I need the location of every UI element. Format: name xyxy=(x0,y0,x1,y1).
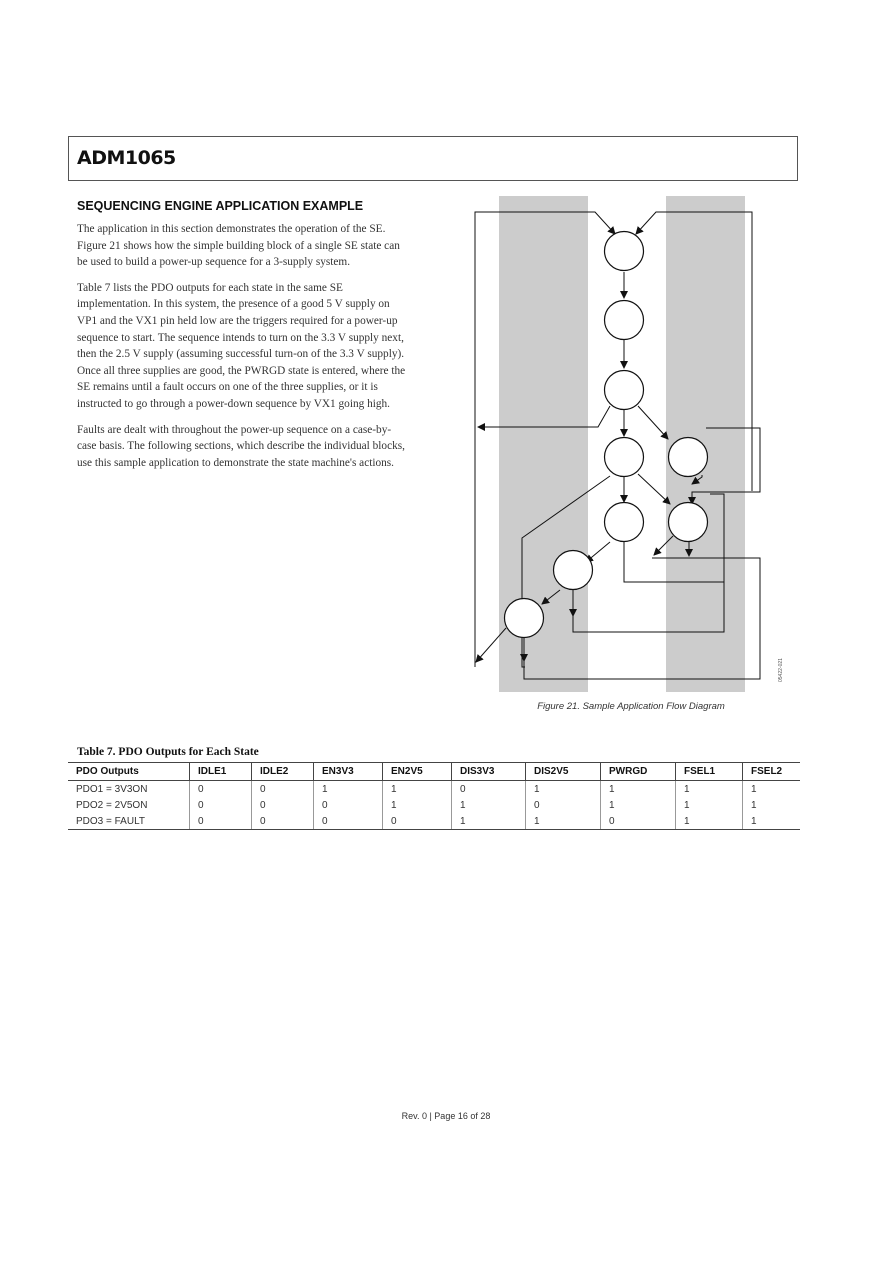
table-cell: 1 xyxy=(526,781,601,798)
table-row xyxy=(68,781,800,798)
column-header: IDLE1 xyxy=(190,763,252,781)
table-cell: 1 xyxy=(601,781,676,798)
table-cell: 0 xyxy=(452,781,526,798)
paragraph: The application in this section demonstrates the operation of the SE. Figure 21 shows how the simple building block of a single SE state can be used to build a power-up sequence for a 3-supply system. xyxy=(77,223,400,269)
page-footer: Rev. 0 | Page 16 of 28 xyxy=(401,1111,491,1121)
table-cell: 1 xyxy=(383,781,452,798)
column-header: PDO Outputs xyxy=(68,763,190,781)
table-cell: 0 xyxy=(383,813,452,830)
state-node xyxy=(605,438,644,477)
state-node xyxy=(505,599,544,638)
table-cell: 1 xyxy=(676,797,743,813)
column-header: EN2V5 xyxy=(383,763,452,781)
table-cell: 0 xyxy=(314,797,383,813)
table-cell: 1 xyxy=(676,781,743,798)
state-node xyxy=(669,438,708,477)
table-header-row xyxy=(68,763,800,781)
column-header: DIS2V5 xyxy=(526,763,601,781)
column-header: DIS3V3 xyxy=(452,763,526,781)
flow-arrow xyxy=(638,474,670,504)
table-cell: 1 xyxy=(743,781,801,798)
page-header xyxy=(68,136,798,181)
table-cell: 1 xyxy=(743,797,801,813)
table-cell: 1 xyxy=(676,813,743,830)
flow-diagram xyxy=(470,192,790,700)
table-cell: 1 xyxy=(743,813,801,830)
table-row xyxy=(68,813,800,830)
flow-arrow xyxy=(638,406,668,439)
document-title: ADM1065 xyxy=(77,147,176,169)
state-node xyxy=(605,301,644,340)
table-cell: 0 xyxy=(601,813,676,830)
section-heading: SEQUENCING ENGINE APPLICATION EXAMPLE xyxy=(77,199,364,213)
state-node xyxy=(554,551,593,590)
table-cell: PDO3 = FAULT xyxy=(68,813,190,830)
state-node xyxy=(605,371,644,410)
column-header: EN3V3 xyxy=(314,763,383,781)
column-header: FSEL1 xyxy=(676,763,743,781)
table-cell: 0 xyxy=(252,797,314,813)
table-cell: 1 xyxy=(314,781,383,798)
table-cell: 0 xyxy=(252,813,314,830)
body-text xyxy=(77,221,410,480)
table-cell: PDO2 = 2V5ON xyxy=(76,799,148,811)
pdo-outputs-table xyxy=(68,762,800,830)
state-node xyxy=(605,232,644,271)
table-title: Table 7. PDO Outputs for Each State xyxy=(77,746,259,758)
table-cell: 0 xyxy=(526,797,601,813)
table-cell: 1 xyxy=(601,797,676,813)
paragraph: Faults are dealt with throughout the power-up sequence on a case-by-case basis. The following sections, which describe the individual blocks, use this sample application to demonstrate the state machine's actions. xyxy=(77,423,405,469)
table-cell: PDO1 = 3V3ON xyxy=(76,783,148,795)
column-header: FSEL2 xyxy=(743,763,801,781)
table-cell: 0 xyxy=(314,813,383,830)
table-cell: 1 xyxy=(452,813,526,830)
figure-caption: Figure 21. Sample Application Flow Diagram xyxy=(537,701,725,712)
table-cell: 1 xyxy=(526,813,601,830)
state-node xyxy=(605,503,644,542)
table-cell: 0 xyxy=(190,813,252,830)
table-cell: 0 xyxy=(190,797,252,813)
table-cell: 1 xyxy=(452,797,526,813)
state-node xyxy=(669,503,708,542)
table-cell: 1 xyxy=(383,797,452,813)
paragraph: Table 7 lists the PDO outputs for each state in the same SE implementation. In this system, the presence of a good 5 V supply on VP1 and the VX1 pin held low are the triggers required for a power-up sequence to start. The sequence intends to turn on the 3.3 V supply next, then the 2.5 V supply (assuming successful turn-on of the 3.3 V supply). Once all three supplies are good, the PWRGD state is entered, where the SE remains until a fault occurs on one of the three supplies, or it is instructed to go through a power-down sequence by VX1 going high. xyxy=(77,281,406,410)
table-cell: 0 xyxy=(252,781,314,798)
flow-diagram-svg xyxy=(470,192,790,700)
figure-code: 05422-021 xyxy=(778,658,784,682)
table-row xyxy=(68,797,800,813)
column-header: IDLE2 xyxy=(252,763,314,781)
table-cell: 0 xyxy=(190,781,252,798)
column-header: PWRGD xyxy=(601,763,676,781)
